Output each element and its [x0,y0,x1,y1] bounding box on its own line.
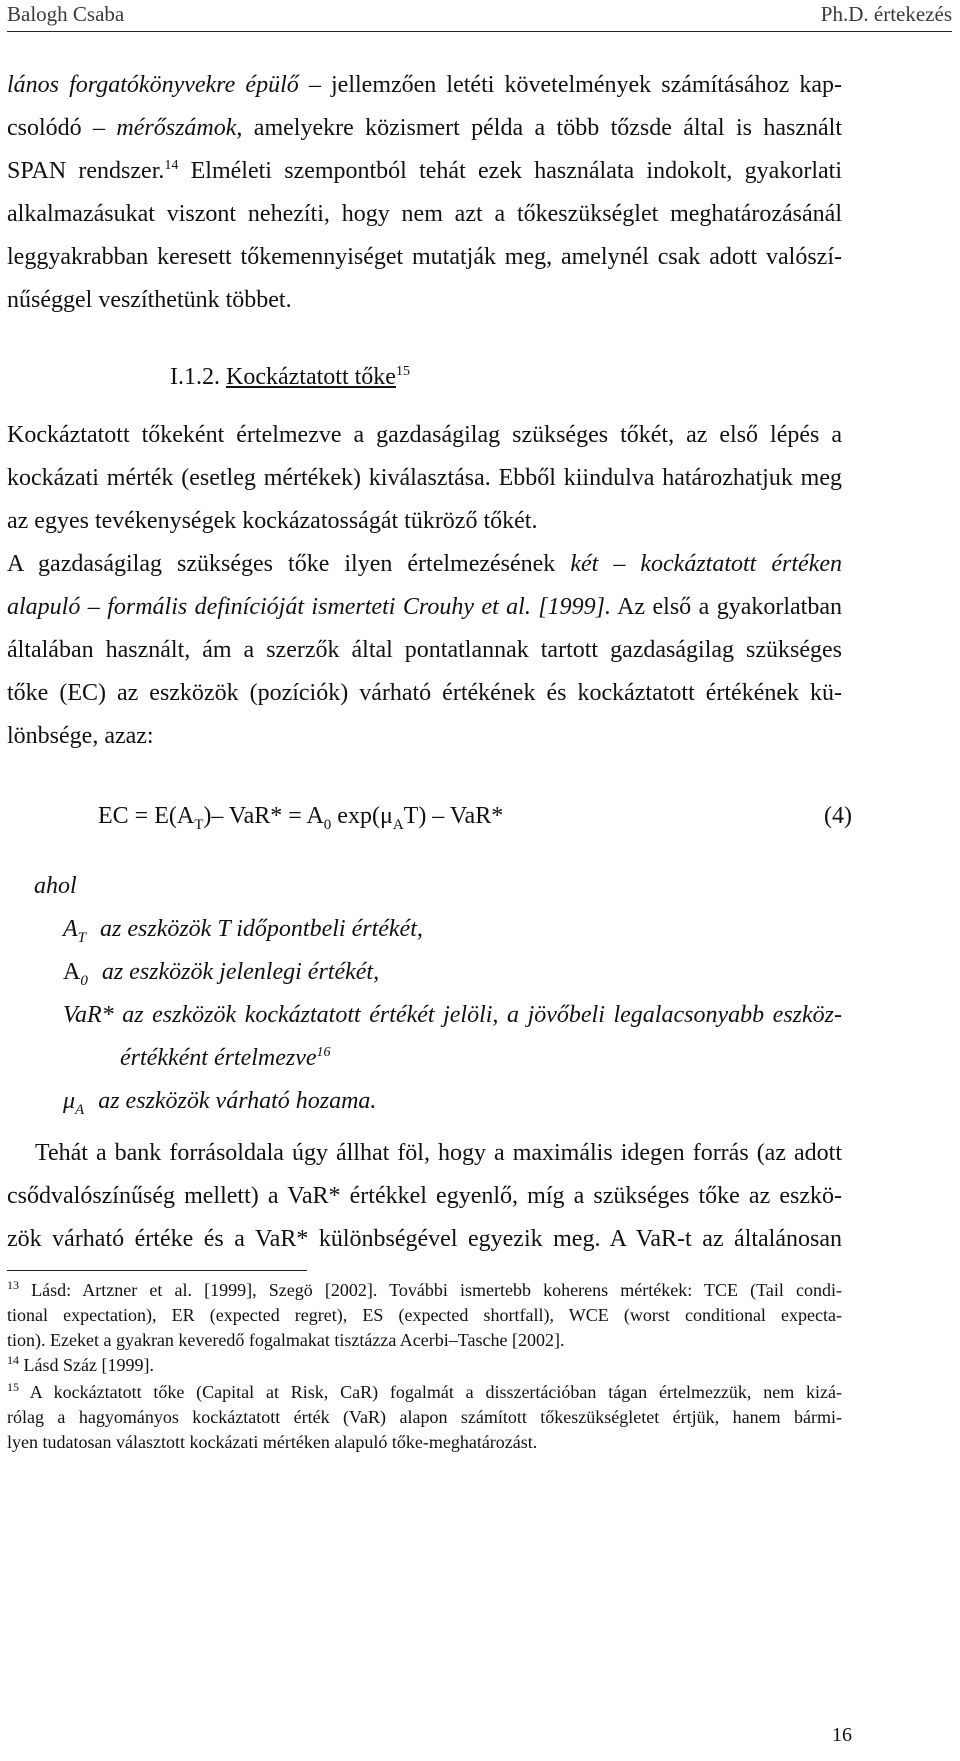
para2-italic-2: alapuló – formális definícióját ismerteti Crouhy et al. [1999]. [7,594,611,620]
intro-line-2 [7,115,842,142]
eq-part-1: EC = E(A [98,803,195,829]
header-rule [7,31,952,32]
para2-line-3: általában használt, ám a szerzők által pontatlannak tartott gazdaságilag szükséges [7,637,842,663]
eq-sub-3: A [392,816,404,833]
para1-line-1: Kockáztatott tőkeként értelmezve a gazdaságilag szükséges tőkét, az első lépés a [7,422,842,448]
def-A0-symbol: A [63,959,81,985]
footnote-13-line-2: tional expectation), ER (expected regret), ES (expected shortfall), WCE (worst conditional expecta- [7,1305,842,1325]
intro-text-2a: csolódó – [7,115,117,141]
footnote-15-line-3: lyen tudatosan választott kockázati mértéken alapuló tőke-meghatározást. [7,1432,538,1452]
section-title: Kockáztatott tőke [226,364,396,390]
para1-line-2: kockázati mérték (esetleg mértékek) kiválasztása. Ebből kiindulva határozhatjuk meg [7,465,842,491]
para2-line-2 [7,594,842,621]
intro-italic-1: lános forgatókönyvekre épülő [7,72,299,98]
header-author: Balogh Csaba [7,2,125,26]
def-AT-sub: T [77,929,87,946]
footnote-rule [7,1270,307,1271]
equation-number: (4) [824,803,852,829]
def-A0 [63,959,380,989]
def-muA [63,1088,377,1118]
section-number: I.1.2. [170,364,220,390]
para3-line-2: csődvalószínűség mellett) a VaR* értékkel egyenlő, míg a szükséges tőke az eszkö- [7,1183,842,1209]
footnote-13-line-1 [7,1280,842,1301]
defs-ahol: ahol [34,873,77,899]
intro-text-3b: Elméleti szempontból tehát ezek használata indokolt, gyakorlati [178,158,842,184]
para3-line-1 [7,1140,842,1167]
footnote-13-text-1: Lásd: Artzner et al. [1999], Szegö [2002]. További ismertebb koherens mértékek: TCE (Tail condi- [19,1280,842,1300]
def-muA-sub: A [75,1101,85,1118]
def-AT [63,916,423,946]
footnote-13-number: 13 [7,1278,19,1292]
intro-text-2c: , amelyekre közismert példa a több tőzsde által is használt [236,115,842,141]
eq-part-4: T) – VaR* [403,803,504,829]
para2-italic-1: két – kockáztatott értéken [570,551,843,577]
eq-part-3: exp(μ [331,803,393,829]
header-doc-type: Ph.D. értekezés [820,2,952,26]
para2-line-4: tőke (EC) az eszközök (pozíciók) várható értékének és kockáztatott értékének kü- [7,680,842,706]
intro-italic-2: mérőszámok [116,115,237,141]
section-heading [170,364,410,391]
footnote-15-line-2: rólag a hagyományos kockáztatott érték (VaR) alapon számított tőkeszükségletet értjük, hanem bármi- [7,1407,842,1427]
def-muA-symbol: μ [63,1088,76,1114]
def-A0-sub: 0 [80,972,88,989]
footnote-ref-16[interactable]: 16 [316,1045,331,1060]
footnote-14 [7,1355,842,1376]
def-A0-text: az eszközök jelenlegi értékét, [101,959,380,985]
footnote-15-text-1: A kockáztatott tőke (Capital at Risk, CaR) fogalmát a disszertációban tágan értelmezzük, nem kizá- [19,1382,842,1402]
def-AT-text: az eszközök T időpontbeli értékét, [100,916,423,942]
intro-line-4: alkalmazásukat viszont nehezíti, hogy nem azt a tőkeszükséglet meghatározásánál [7,201,842,227]
para2-line-1 [7,551,842,578]
footnote-14-text: Lásd Száz [1999]. [19,1355,154,1375]
def-AT-symbol: A [63,916,78,942]
para3-line-3: zök várható értéke és a VaR* különbségével egyezik meg. A VaR-t az általánosan [7,1226,842,1252]
intro-text-1: – jellemzően letéti követelmények számításához kap- [298,72,842,98]
footnote-14-number: 14 [7,1353,19,1367]
para2-text-1a: A gazdaságilag szükséges tőke ilyen értelmezésének [7,551,571,577]
footnote-15-number: 15 [7,1380,19,1394]
footnote-13-line-3: tion). Ezeket a gyakran keveredő fogalmakat tisztázza Acerbi–Tasche [2002]. [7,1330,565,1350]
footnote-ref-15[interactable]: 15 [395,364,410,379]
intro-line-5: leggyakrabban keresett tőkemennyiséget mutatják meg, amelynél csak adott valószí- [7,244,842,270]
page-number: 16 [832,1724,852,1746]
eq-sub-2: 0 [323,816,332,833]
para2-text-2b: Az első a gyakorlatban [610,594,842,620]
def-VaR-cont [120,1045,331,1072]
intro-line-6: nűséggel veszíthetünk többet. [7,287,292,313]
page-header [7,2,952,34]
footnote-ref-14[interactable]: 14 [164,158,179,173]
intro-line-1 [7,72,842,99]
def-VaR: VaR* az eszközök kockáztatott értékét jelöli, a jövőbeli legalacsonyabb eszköz- [63,1002,842,1028]
def-VaR-cont-text: értékként értelmezve [120,1045,317,1071]
para3-text-1: Tehát a bank forrásoldala úgy állhat föl, hogy a maximális idegen forrás (az adott [35,1140,842,1166]
eq-part-2: )– VaR* = A [203,803,324,829]
def-muA-text: az eszközök várható hozama. [98,1088,377,1114]
eq-sub-1: T [194,816,204,833]
para2-line-5: lönbsége, azaz: [7,723,154,749]
footnote-15-line-1 [7,1382,842,1403]
para1-line-3: az egyes tevékenységek kockázatosságát tükröző tőkét. [7,508,538,534]
intro-line-3 [7,158,842,185]
equation-4 [98,803,504,833]
intro-text-3a: SPAN rendszer. [7,158,165,184]
